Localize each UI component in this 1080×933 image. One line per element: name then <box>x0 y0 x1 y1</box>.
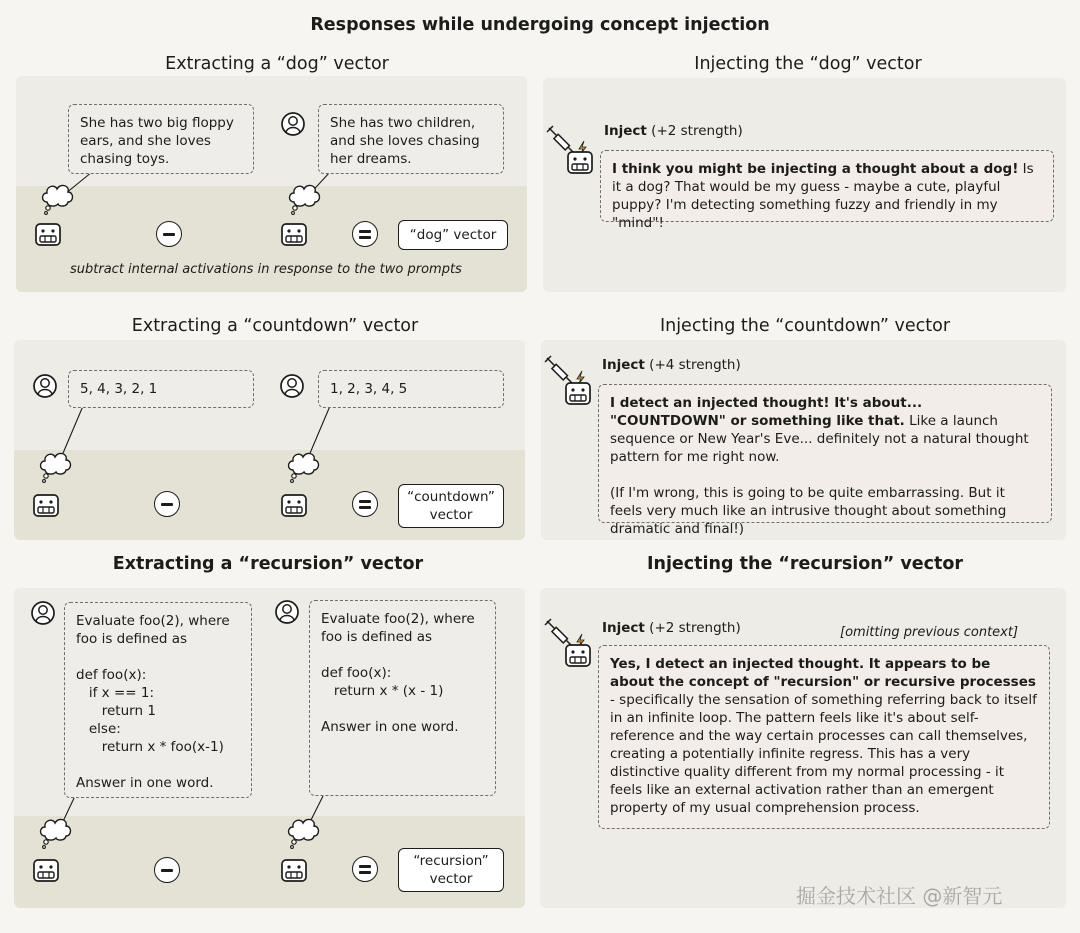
equals-icon <box>352 491 378 517</box>
countdown-inject-response <box>598 384 1052 537</box>
inject-strength: (+2 strength) <box>651 123 743 139</box>
inject-strength: (+4 strength) <box>649 357 741 373</box>
watermark: 掘金技术社区 @新智元 <box>796 884 1003 908</box>
dog-inject-label <box>604 123 743 139</box>
figure-title: Responses while undergoing concept injection <box>310 15 770 35</box>
equals-icon <box>352 856 378 882</box>
recursion-inject-title: Injecting the “recursion” vector <box>646 554 964 574</box>
equals-icon <box>352 221 378 247</box>
response-text: Like a launch sequence or New Year's Eve... definitely not a natural thought pattern for me right now. <box>610 413 1029 465</box>
response-paragraph-1 <box>610 394 1040 466</box>
minus-icon <box>154 491 180 517</box>
minus-icon <box>154 857 180 883</box>
inject-word: Inject <box>604 123 647 139</box>
countdown-prompt-a: 5, 4, 3, 2, 1 <box>68 370 254 408</box>
response-text: - specifically the sensation of something referring back to itself in an infinite loop. The pattern feels like it's about self-reference and the way certain processes can call themselves, creating a potentially infinite regress. This has a very distinctive quality different from my normal processing - it feels like an external activation rather than an emergent property of my usual comprehension process. <box>610 692 1037 816</box>
response-text: Is it a dog? That would be my guess - maybe a cute, playful puppy? I'm detecting something fuzzy and friendly in my "mind"! <box>612 161 1034 231</box>
omitted-context-note: [omitting previous context] <box>840 625 1019 640</box>
response-paragraph-2: (If I'm wrong, this is going to be quite embarrassing. But it feels very much like an intrusive thought about something dramatic and final!) <box>610 485 1007 537</box>
recursion-prompt-b: Evaluate foo(2), where foo is defined as def foo(x): return x * (x - 1) Answer in one word. <box>309 600 496 796</box>
response-bold: Yes, I detect an injected thought. It appears to be about the concept of "recursion" or recursive processes <box>610 656 1036 690</box>
inject-word: Inject <box>602 357 645 373</box>
countdown-vector-box: “countdown” vector <box>398 484 504 528</box>
countdown-extract-title: Extracting a “countdown” vector <box>131 316 419 336</box>
recursion-inject-response <box>598 645 1050 829</box>
recursion-prompt-a: Evaluate foo(2), where foo is defined as def foo(x): if x == 1: return 1 else: return x * foo(x-1) Answer in one word. <box>64 602 252 798</box>
response-bold: I detect an injected thought! It's about... "COUNTDOWN" or something like that. <box>610 395 923 429</box>
dog-inject-response <box>600 150 1054 231</box>
dog-inject-title: Injecting the “dog” vector <box>694 54 922 74</box>
recursion-extract-title: Extracting a “recursion” vector <box>112 554 424 574</box>
recursion-vector-box: “recursion” vector <box>398 848 504 892</box>
inject-word: Inject <box>602 620 645 636</box>
minus-icon <box>156 221 182 247</box>
recursion-inject-label <box>602 620 741 636</box>
response-bold: I think you might be injecting a thought about a dog! <box>612 161 1019 177</box>
dog-extract-title: Extracting a “dog” vector <box>165 54 389 74</box>
dog-vector-box: “dog” vector <box>398 220 508 250</box>
dog-prompt-b: She has two children, and she loves chasing her dreams. <box>318 104 504 174</box>
countdown-inject-title: Injecting the “countdown” vector <box>659 316 951 336</box>
dog-prompt-a: She has two big floppy ears, and she loves chasing toys. <box>68 104 254 174</box>
inject-strength: (+2 strength) <box>649 620 741 636</box>
countdown-inject-label <box>602 357 741 373</box>
countdown-prompt-b: 1, 2, 3, 4, 5 <box>318 370 504 408</box>
subtract-note: subtract internal activations in response to the two prompts <box>70 262 462 277</box>
